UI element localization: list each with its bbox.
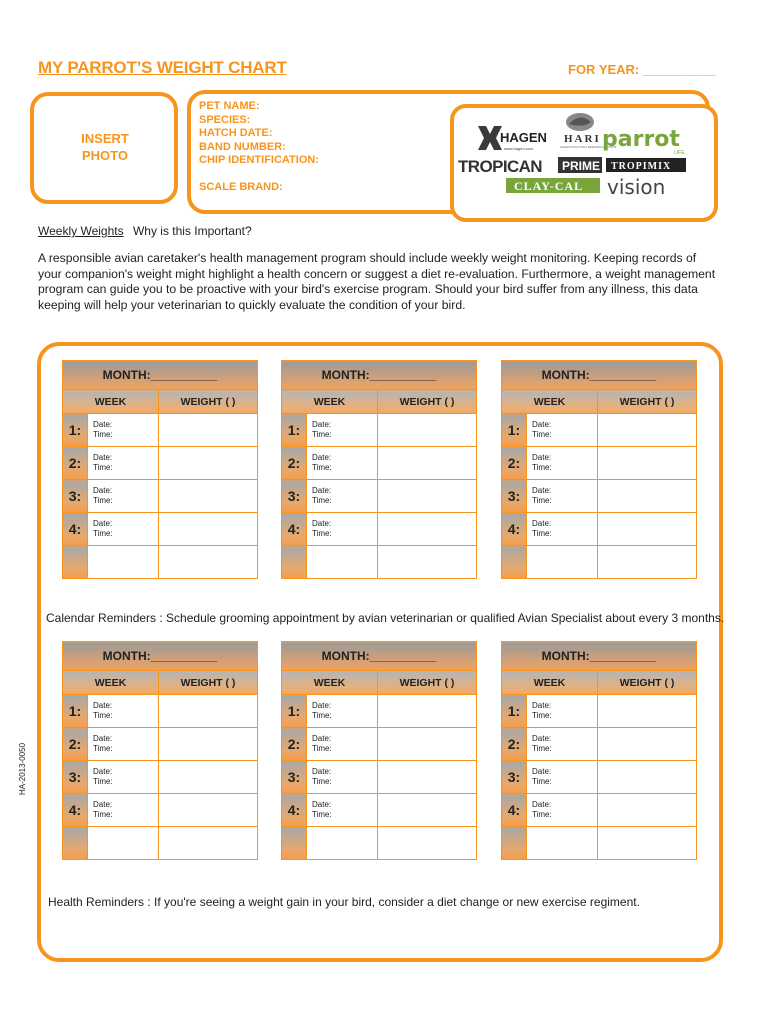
weight-header: WEIGHT ( ): [378, 390, 477, 414]
week-number: 3:: [63, 480, 88, 513]
weight-header: WEIGHT ( ): [378, 671, 477, 695]
extra-weight-cell[interactable]: [159, 546, 258, 579]
week-number: 1:: [282, 414, 307, 447]
date-time-cell[interactable]: [527, 728, 598, 761]
time-label: Time:: [93, 810, 113, 819]
week-row: [502, 695, 697, 728]
weight-header: WEIGHT ( ): [598, 671, 697, 695]
section-heading: [38, 224, 252, 238]
weekly-weights-heading: Weekly Weights: [38, 224, 124, 238]
weight-cell[interactable]: [378, 480, 477, 513]
intro-paragraph: A responsible avian caretaker's health management program should include weekly weight monitoring. Keeping records of your companion's weight might highlight a health concern or suggest a diet re-evaluation. Furthermore, a weight management program can guide you to be proactive with your bird's exercise program. Should your bird suffer from any illness, this data keeping will help your veterinarian to quickly evaluate the condition of your bird.: [38, 251, 716, 312]
week-row: [63, 794, 258, 827]
weight-header: WEIGHT ( ): [598, 390, 697, 414]
date-label: Date:: [93, 701, 113, 710]
time-label: Time:: [532, 711, 552, 720]
weight-cell[interactable]: [378, 414, 477, 447]
date-time-cell[interactable]: [307, 480, 378, 513]
date-time-cell[interactable]: [88, 695, 159, 728]
week-row: [502, 513, 697, 546]
photo-placeholder: [64, 130, 146, 164]
week-row: [502, 728, 697, 761]
date-label: Date:: [312, 701, 332, 710]
week-row: [502, 480, 697, 513]
weight-cell[interactable]: [159, 447, 258, 480]
svg-text:LIFE: LIFE: [674, 150, 685, 156]
week-row: [282, 794, 477, 827]
date-label: Date:: [312, 800, 332, 809]
date-time-cell[interactable]: [527, 761, 598, 794]
week-number: 4:: [502, 794, 527, 827]
month-table-4: [62, 641, 258, 860]
scale-brand-label: SCALE BRAND:: [199, 180, 283, 193]
extra-weight-cell[interactable]: [598, 546, 697, 579]
date-label: Date:: [93, 420, 113, 429]
chip-id-label: CHIP IDENTIFICATION:: [199, 154, 319, 166]
week-number: 1:: [282, 695, 307, 728]
month-label[interactable]: MONTH:__________: [63, 361, 258, 390]
week-number: 4:: [282, 513, 307, 546]
week-number: 1:: [502, 414, 527, 447]
date-time-cell[interactable]: [307, 794, 378, 827]
week-number: 1:: [63, 414, 88, 447]
time-label: Time:: [532, 777, 552, 786]
time-label: Time:: [312, 430, 332, 439]
date-label: Date:: [532, 701, 552, 710]
time-label: Time:: [93, 529, 113, 538]
week-row: [63, 728, 258, 761]
week-number: 3:: [63, 761, 88, 794]
date-time-cell[interactable]: [88, 513, 159, 546]
brand-logos: [456, 108, 712, 218]
weight-cell[interactable]: [378, 447, 477, 480]
weight-cell[interactable]: [598, 695, 697, 728]
photo-line-1: INSERT: [81, 131, 129, 146]
time-label: Time:: [93, 777, 113, 786]
date-label: Date:: [312, 519, 332, 528]
date-time-cell[interactable]: [307, 414, 378, 447]
month-label[interactable]: MONTH:__________: [502, 642, 697, 671]
date-time-cell[interactable]: [88, 794, 159, 827]
extra-date-cell[interactable]: [307, 827, 378, 860]
svg-text:www.hagen.com: www.hagen.com: [504, 146, 534, 151]
extra-row: [63, 827, 258, 860]
extra-week-cell: [63, 827, 88, 860]
species-label: SPECIES:: [199, 113, 251, 126]
svg-text:HAGEN AVICULTURAL RESEARCH INS: HAGEN AVICULTURAL RESEARCH INSTITUTE: [560, 146, 617, 149]
svg-text:parrot: parrot: [602, 127, 680, 152]
date-label: Date:: [93, 767, 113, 776]
pet-name-label: PET NAME:: [199, 100, 260, 112]
time-label: Time:: [312, 463, 332, 472]
date-time-cell[interactable]: [88, 480, 159, 513]
weight-cell[interactable]: [598, 447, 697, 480]
week-number: 4:: [63, 794, 88, 827]
extra-date-cell[interactable]: [307, 546, 378, 579]
extra-row: [282, 827, 477, 860]
date-time-cell[interactable]: [307, 447, 378, 480]
week-number: 2:: [63, 728, 88, 761]
weight-cell[interactable]: [378, 761, 477, 794]
extra-week-cell: [502, 546, 527, 579]
calendar-reminder: Calendar Reminders : Schedule grooming appointment by avian veterinarian or qualified Avian Specialist about every 3 months.: [46, 611, 725, 625]
week-header: WEEK: [502, 390, 598, 414]
week-row: [63, 414, 258, 447]
date-time-cell[interactable]: [307, 695, 378, 728]
weight-cell[interactable]: [378, 513, 477, 546]
date-label: Date:: [93, 734, 113, 743]
extra-row: [502, 546, 697, 579]
page-title: MY PARROT’S WEIGHT CHART: [38, 58, 287, 77]
time-label: Time:: [312, 529, 332, 538]
week-number: 3:: [502, 761, 527, 794]
month-label[interactable]: MONTH:__________: [282, 361, 477, 390]
weight-cell[interactable]: [159, 794, 258, 827]
week-row: [282, 513, 477, 546]
week-number: 2:: [282, 447, 307, 480]
weight-cell[interactable]: [159, 513, 258, 546]
date-time-cell[interactable]: [307, 761, 378, 794]
date-label: Date:: [312, 420, 332, 429]
time-label: Time:: [532, 496, 552, 505]
date-label: Date:: [312, 453, 332, 462]
week-row: [63, 695, 258, 728]
week-header: WEEK: [282, 390, 378, 414]
time-label: Time:: [312, 810, 332, 819]
svg-text:HARI: HARI: [564, 133, 601, 145]
extra-week-cell: [282, 546, 307, 579]
week-row: [63, 513, 258, 546]
extra-date-cell[interactable]: [88, 546, 159, 579]
time-label: Time:: [532, 430, 552, 439]
weight-cell[interactable]: [159, 414, 258, 447]
weight-cell[interactable]: [378, 695, 477, 728]
tropican-logo: TROPICAN: [458, 157, 542, 176]
week-number: 1:: [502, 695, 527, 728]
week-row: [502, 794, 697, 827]
time-label: Time:: [93, 463, 113, 472]
date-time-cell[interactable]: [527, 414, 598, 447]
date-time-cell[interactable]: [88, 414, 159, 447]
svg-text:CLAY-CAL: CLAY-CAL: [514, 179, 584, 193]
weight-cell[interactable]: [598, 513, 697, 546]
date-label: Date:: [93, 453, 113, 462]
extra-weight-cell[interactable]: [378, 827, 477, 860]
week-row: [502, 761, 697, 794]
pet-info-fields: [199, 100, 319, 194]
date-label: Date:: [532, 800, 552, 809]
svg-text:TROPIMIX: TROPIMIX: [611, 161, 672, 172]
week-row: [502, 414, 697, 447]
extra-date-cell[interactable]: [527, 827, 598, 860]
extra-week-cell: [63, 546, 88, 579]
week-number: 2:: [63, 447, 88, 480]
date-label: Date:: [93, 519, 113, 528]
month-label[interactable]: MONTH:__________: [502, 361, 697, 390]
hatch-date-label: HATCH DATE:: [199, 127, 273, 139]
week-number: 1:: [63, 695, 88, 728]
band-number-label: BAND NUMBER:: [199, 140, 286, 153]
tropimix-logo: [606, 158, 686, 172]
time-label: Time:: [93, 711, 113, 720]
extra-row: [282, 546, 477, 579]
week-row: [282, 761, 477, 794]
time-label: Time:: [312, 744, 332, 753]
time-label: Time:: [532, 810, 552, 819]
extra-weight-cell[interactable]: [159, 827, 258, 860]
week-header: WEEK: [282, 671, 378, 695]
week-number: 3:: [282, 761, 307, 794]
weight-cell[interactable]: [159, 695, 258, 728]
week-number: 2:: [502, 728, 527, 761]
photo-line-2: PHOTO: [82, 148, 128, 163]
week-header: WEEK: [63, 390, 159, 414]
month-table-1: [62, 360, 258, 579]
date-label: Date:: [532, 734, 552, 743]
prime-logo: [558, 157, 602, 173]
week-number: 2:: [282, 728, 307, 761]
weight-cell[interactable]: [159, 480, 258, 513]
svg-text:HAGEN: HAGEN: [500, 130, 547, 145]
week-row: [63, 447, 258, 480]
extra-date-cell[interactable]: [527, 546, 598, 579]
extra-row: [63, 546, 258, 579]
extra-weight-cell[interactable]: [598, 827, 697, 860]
weight-cell[interactable]: [598, 728, 697, 761]
date-time-cell[interactable]: [88, 761, 159, 794]
weight-header: WEIGHT ( ): [159, 390, 258, 414]
month-label[interactable]: MONTH:__________: [63, 642, 258, 671]
extra-weight-cell[interactable]: [378, 546, 477, 579]
date-label: Date:: [312, 486, 332, 495]
week-number: 4:: [282, 794, 307, 827]
week-row: [282, 414, 477, 447]
date-time-cell[interactable]: [307, 513, 378, 546]
weight-cell[interactable]: [378, 728, 477, 761]
week-row: [502, 447, 697, 480]
date-label: Date:: [93, 486, 113, 495]
health-reminder: Health Reminders : If you're seeing a weight gain in your bird, consider a diet change or new exercise regiment.: [48, 895, 640, 909]
month-table-6: [501, 641, 697, 860]
date-label: Date:: [532, 519, 552, 528]
extra-date-cell[interactable]: [88, 827, 159, 860]
why-important-text: Why is this Important?: [132, 224, 252, 238]
week-number: 3:: [502, 480, 527, 513]
date-label: Date:: [532, 420, 552, 429]
date-time-cell[interactable]: [88, 728, 159, 761]
weight-header: WEIGHT ( ): [159, 671, 258, 695]
parrot-life-logo: [602, 127, 685, 156]
date-label: Date:: [532, 486, 552, 495]
hagen-logo: [478, 126, 547, 151]
date-time-cell[interactable]: [527, 513, 598, 546]
weight-cell[interactable]: [598, 480, 697, 513]
week-row: [282, 480, 477, 513]
week-number: 4:: [502, 513, 527, 546]
for-year-field: FOR YEAR: __________: [568, 62, 716, 77]
date-time-cell[interactable]: [527, 447, 598, 480]
weight-cell[interactable]: [598, 794, 697, 827]
date-label: Date:: [312, 734, 332, 743]
document-code: HA-2013-0050: [18, 742, 27, 795]
month-table-3: [501, 360, 697, 579]
week-row: [63, 480, 258, 513]
time-label: Time:: [312, 777, 332, 786]
week-header: WEEK: [502, 671, 598, 695]
week-row: [282, 695, 477, 728]
week-number: 2:: [502, 447, 527, 480]
week-row: [282, 728, 477, 761]
extra-row: [502, 827, 697, 860]
date-time-cell[interactable]: [527, 480, 598, 513]
date-time-cell[interactable]: [88, 447, 159, 480]
date-time-cell[interactable]: [527, 794, 598, 827]
month-label[interactable]: MONTH:__________: [282, 642, 477, 671]
week-header: WEEK: [63, 671, 159, 695]
time-label: Time:: [93, 430, 113, 439]
date-label: Date:: [312, 767, 332, 776]
time-label: Time:: [532, 744, 552, 753]
week-row: [282, 447, 477, 480]
weight-cell[interactable]: [598, 761, 697, 794]
time-label: Time:: [93, 496, 113, 505]
date-time-cell[interactable]: [307, 728, 378, 761]
time-label: Time:: [312, 711, 332, 720]
week-number: 4:: [63, 513, 88, 546]
date-label: Date:: [93, 800, 113, 809]
time-label: Time:: [93, 744, 113, 753]
week-number: 3:: [282, 480, 307, 513]
svg-text:PRIME: PRIME: [562, 159, 601, 173]
weight-cell[interactable]: [159, 728, 258, 761]
vision-logo: vision: [607, 175, 666, 199]
month-table-2: [281, 360, 477, 579]
time-label: Time:: [532, 463, 552, 472]
extra-week-cell: [502, 827, 527, 860]
date-label: Date:: [532, 767, 552, 776]
time-label: Time:: [312, 496, 332, 505]
weight-cell[interactable]: [159, 761, 258, 794]
time-label: Time:: [532, 529, 552, 538]
week-row: [63, 761, 258, 794]
claycal-logo: [506, 178, 600, 193]
month-table-5: [281, 641, 477, 860]
weight-cell[interactable]: [378, 794, 477, 827]
extra-week-cell: [282, 827, 307, 860]
date-time-cell[interactable]: [527, 695, 598, 728]
weight-cell[interactable]: [598, 414, 697, 447]
date-label: Date:: [532, 453, 552, 462]
